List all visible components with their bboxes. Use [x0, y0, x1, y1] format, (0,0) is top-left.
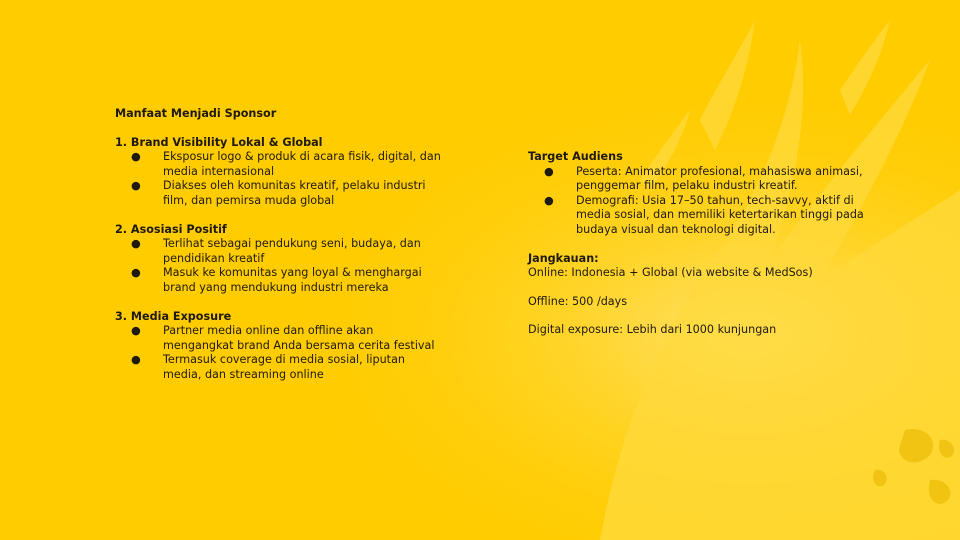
section-media-exposure [115, 310, 445, 383]
list-item-text: Partner media online dan offline akan mengangkat brand Anda bersama cerita festival [163, 324, 435, 352]
benefits-title: Manfaat Menjadi Sponsor [115, 107, 277, 120]
bullet-icon: ● [544, 164, 554, 178]
list-item [115, 150, 445, 179]
list-item-text: Diakses oleh komunitas kreatif, pelaku industri film, dan pemirsa muda global [163, 179, 426, 207]
list-item [115, 237, 445, 266]
bullet-icon: ● [131, 353, 141, 367]
list-item [528, 194, 868, 238]
section-heading: 1. Brand Visibility Lokal & Global [115, 135, 323, 149]
bullet-icon: ● [131, 150, 141, 164]
list-item [528, 165, 868, 194]
reach-offline: Offline: 500 /days [528, 294, 628, 308]
list-item [115, 179, 445, 208]
bullet-list [115, 150, 445, 208]
list-item-text: Eksposur logo & produk di acara fisik, digital, dan media internasional [163, 150, 441, 178]
bullet-icon: ● [131, 266, 141, 280]
section-heading: 3. Media Exposure [115, 309, 232, 323]
section-positive-association [115, 223, 445, 296]
bullet-list [115, 324, 445, 382]
bullet-list [528, 165, 868, 238]
bullet-icon: ● [131, 324, 141, 338]
audience-reach-column [528, 150, 868, 338]
reach-online: Online: Indonesia + Global (via website & MedSos) [528, 266, 813, 280]
list-item-text: Demografi: Usia 17–50 tahun, tech-savvy, aktif di media sosial, dan memiliki ketertarikan tinggi pada budaya visual dan teknologi digital. [576, 193, 864, 236]
reach-heading: Jangkauan: [528, 251, 599, 265]
list-item-text: Masuk ke komunitas yang loyal & menghargai brand yang mendukung industri mereka [163, 266, 422, 294]
bullet-icon: ● [131, 237, 141, 251]
list-item [115, 324, 445, 353]
section-brand-visibility [115, 136, 445, 209]
list-item-text: Terlihat sebagai pendukung seni, budaya, dan pendidikan kreatif [163, 237, 421, 265]
reach-digital: Digital exposure: Lebih dari 1000 kunjungan [528, 323, 777, 337]
list-item-text: Peserta: Animator profesional, mahasiswa animasi, penggemar film, pelaku industri kreatif. [576, 164, 863, 193]
bullet-icon: ● [544, 193, 554, 207]
section-heading: 2. Asosiasi Positif [115, 222, 227, 236]
list-item-text: Termasuk coverage di media sosial, liputan media, dan streaming online [163, 353, 406, 381]
bullet-icon: ● [131, 179, 141, 193]
list-item [115, 266, 445, 295]
bullet-list [115, 237, 445, 295]
target-audience-heading: Target Audiens [528, 150, 623, 163]
list-item [115, 353, 445, 382]
sponsor-benefits-column [115, 107, 445, 383]
